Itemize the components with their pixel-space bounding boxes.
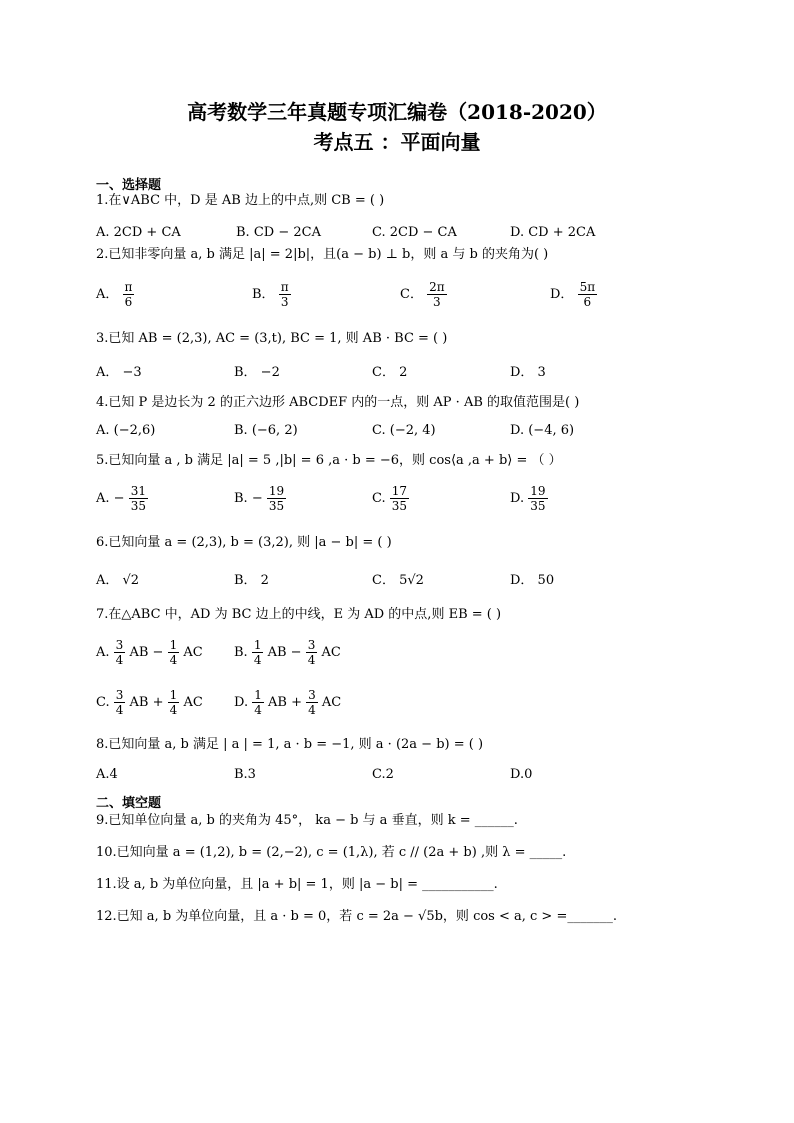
fraction: [279, 280, 291, 309]
question-5-option-d: [510, 484, 548, 513]
denominator: 35: [130, 499, 146, 513]
question-6-option-d: D． 50: [510, 573, 555, 588]
fraction: [427, 280, 447, 309]
question-8-option-c: C.2: [372, 767, 394, 782]
denominator: 4: [253, 653, 262, 667]
option-term: AB −: [267, 645, 302, 660]
numerator: 1: [253, 638, 262, 652]
question-1-stem: 1.在∨ABC 中，D 是 AB 边上的中点,则 CB = ( ): [96, 193, 385, 208]
denominator: 3: [280, 295, 289, 309]
option-label: A.: [96, 645, 110, 660]
denominator: 3: [433, 295, 441, 309]
option-label: A．: [96, 287, 119, 302]
fraction: [168, 688, 180, 717]
numerator: 17: [391, 484, 408, 498]
question-2-option-c: [400, 280, 447, 309]
question-4-option-d: D. (−4, 6): [510, 423, 575, 438]
question-12: 12.已知 a, b 为单位向量，且 a · b = 0，若 c = 2a − √5b，则 cos < a, c > =_______.: [96, 909, 617, 924]
fraction: [306, 688, 318, 717]
numerator: 5π: [579, 280, 596, 294]
question-3-option-d: D． 3: [510, 365, 546, 380]
question-1-option-d: D. CD + 2CA: [510, 225, 596, 240]
question-3-option-b: B． −2: [234, 365, 280, 380]
section-heading-blank: 二、填空题: [96, 796, 162, 811]
question-6-option-b: B． 2: [234, 573, 269, 588]
option-term: AC: [321, 645, 341, 660]
fraction: [252, 688, 264, 717]
question-6-option-a: A． √2: [96, 573, 140, 588]
numerator: 1: [254, 688, 262, 702]
fraction: [578, 280, 598, 309]
option-label: A. −: [96, 491, 125, 506]
fraction: [528, 484, 547, 513]
question-10: 10.已知向量 a = (1,2), b = (2,−2), c = (1,λ), 若 c // (2a + b) ,则 λ = _____.: [96, 845, 567, 860]
fraction: [168, 638, 180, 667]
numerator: 3: [115, 638, 124, 652]
fraction: [267, 484, 286, 513]
option-term: AC: [321, 695, 342, 710]
numerator: 1: [169, 688, 178, 702]
question-1-option-a: A. 2CD + CA: [96, 225, 181, 240]
denominator: 4: [169, 653, 178, 667]
numerator: 19: [530, 484, 546, 498]
question-2-option-b: [252, 280, 291, 309]
denominator: 4: [307, 653, 316, 667]
question-4-option-c: C. (−2, 4): [372, 423, 436, 438]
fraction: [123, 280, 135, 309]
option-term: AB +: [129, 695, 164, 710]
option-label: D．: [550, 287, 574, 302]
question-2-option-a: [96, 280, 134, 309]
numerator: 3: [308, 688, 316, 702]
fraction: [306, 638, 318, 667]
question-3-option-c: C． 2: [372, 365, 408, 380]
denominator: 6: [124, 295, 133, 309]
option-term: AB +: [268, 695, 302, 710]
question-5-option-b: [234, 484, 286, 513]
question-7-option-c: [96, 688, 203, 717]
option-label: B.: [234, 645, 248, 660]
option-term: AC: [183, 645, 203, 660]
question-3-option-a: A． −3: [96, 365, 142, 380]
numerator: 1: [169, 638, 178, 652]
numerator: 2π: [429, 280, 445, 294]
question-7-option-d: [234, 688, 341, 717]
question-3-stem: 3.已知 AB = (2,3), AC = (3,t), BC = 1, 则 AB · BC = ( ): [96, 331, 448, 346]
numerator: 3: [115, 688, 124, 702]
denominator: 4: [254, 703, 262, 717]
option-label: C．: [400, 287, 423, 302]
option-label: B．: [252, 287, 275, 302]
denominator: 4: [169, 703, 178, 717]
question-11: 11.设 a, b 为单位向量，且 |a + b| = 1，则 |a − b| = ___________.: [96, 877, 498, 892]
option-label: D.: [510, 491, 525, 506]
question-1-option-b: B. CD − 2CA: [236, 225, 321, 240]
section-heading-choice: 一、选择题: [96, 178, 162, 193]
question-4-option-b: B. (−6, 2): [234, 423, 298, 438]
option-term: AB −: [129, 645, 164, 660]
question-4-stem: 4.已知 P 是边长为 2 的正六边形 ABCDEF 内的一点，则 AP · AB 的取值范围是( ): [96, 395, 580, 410]
question-8-option-b: B.3: [234, 767, 256, 782]
numerator: π: [280, 280, 289, 294]
page-subtitle: 考点五 ：平面向量: [313, 130, 481, 154]
question-6-stem: 6.已知向量 a = (2,3), b = (3,2), 则 |a − b| = ( ): [96, 535, 392, 550]
question-1-option-c: C. 2CD − CA: [372, 225, 457, 240]
denominator: 4: [115, 703, 124, 717]
fraction: [114, 688, 126, 717]
question-8-option-a: A.4: [96, 767, 118, 782]
question-5-stem: 5.已知向量 a , b 满足 |a| = 5 ,|b| = 6 ,a · b = −6，则 cos⟨a ,a + b⟩ = （ ）: [96, 453, 562, 468]
denominator: 4: [115, 653, 124, 667]
numerator: 31: [130, 484, 146, 498]
fraction: [252, 638, 264, 667]
question-7-stem: 7.在△ABC 中，AD 为 BC 边上的中线，E 为 AD 的中点,则 EB = ( ): [96, 607, 502, 622]
numerator: π: [124, 280, 133, 294]
page-title: 高考数学三年真题专项汇编卷（2018-2020）: [187, 100, 607, 124]
question-7-option-b: [234, 638, 341, 667]
question-2-option-d: [550, 280, 597, 309]
denominator: 4: [308, 703, 316, 717]
question-9: 9.已知单位向量 a, b 的夹角为 45°， ka − b 与 a 垂直，则 k = ______.: [96, 813, 518, 828]
numerator: 3: [307, 638, 316, 652]
denominator: 35: [268, 499, 285, 513]
question-4-option-a: A. (−2,6): [96, 423, 156, 438]
option-label: C.: [372, 491, 386, 506]
option-term: AC: [183, 695, 203, 710]
option-label: D.: [234, 695, 249, 710]
denominator: 6: [583, 295, 592, 309]
option-label: C.: [96, 695, 110, 710]
question-5-option-a: [96, 484, 148, 513]
question-5-option-c: [372, 484, 409, 513]
numerator: 19: [268, 484, 285, 498]
question-7-option-a: [96, 638, 203, 667]
question-2-stem: 2.已知非零向量 a, b 满足 |a| = 2|b|，且(a − b) ⊥ b，则 a 与 b 的夹角为( ): [96, 247, 549, 262]
denominator: 35: [530, 499, 546, 513]
fraction: [129, 484, 148, 513]
fraction: [114, 638, 126, 667]
option-label: B. −: [234, 491, 263, 506]
fraction: [390, 484, 409, 513]
question-8-option-d: D.0: [510, 767, 533, 782]
denominator: 35: [391, 499, 408, 513]
question-8-stem: 8.已知向量 a, b 满足 | a | = 1, a · b = −1, 则 a · (2a − b) = ( ): [96, 737, 484, 752]
question-6-option-c: C． 5√2: [372, 573, 424, 588]
